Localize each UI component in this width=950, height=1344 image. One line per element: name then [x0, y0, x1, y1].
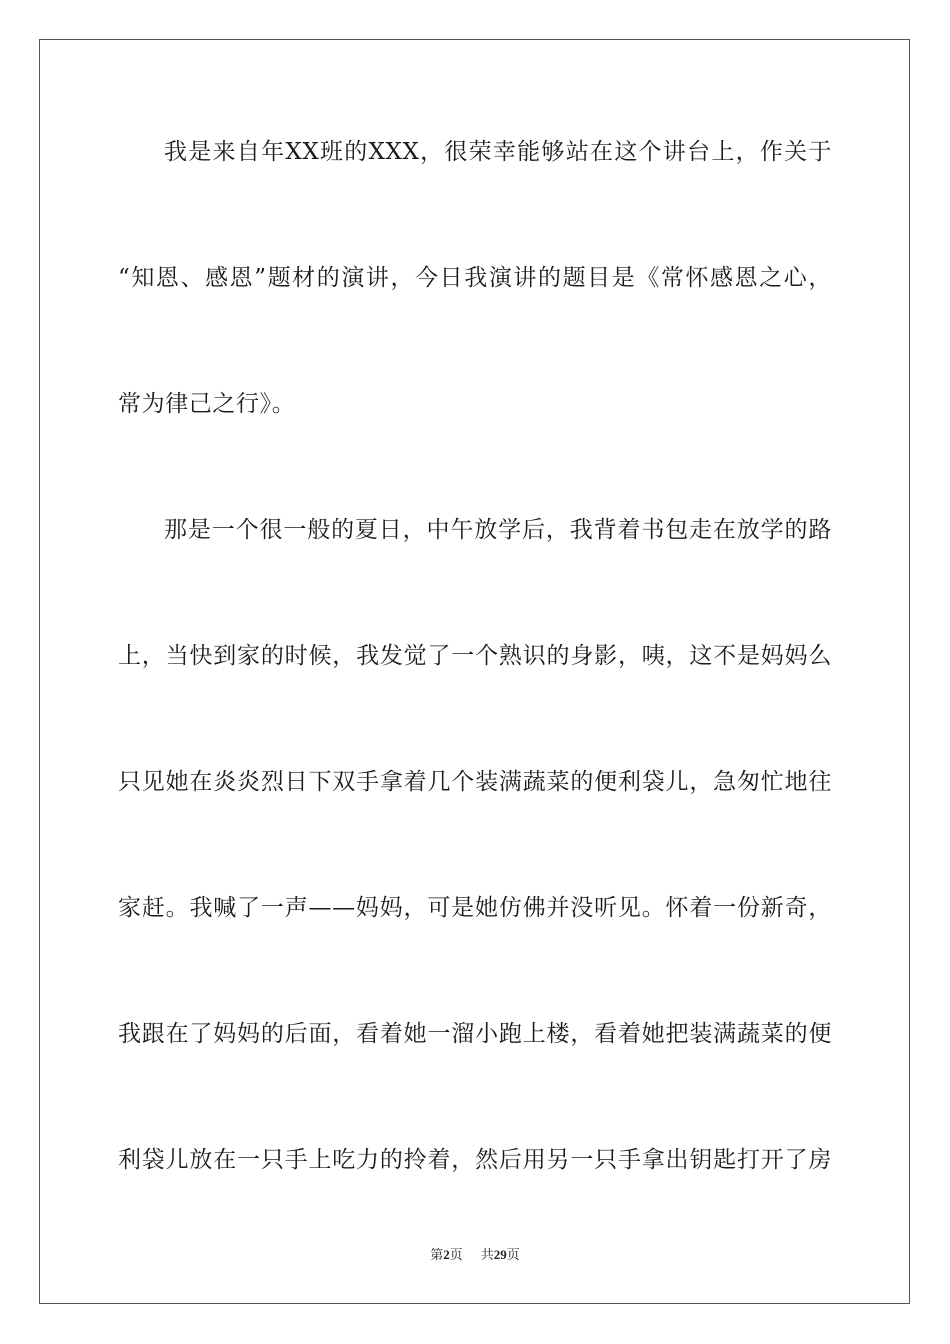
paragraph-2-line-5: 我跟在了妈妈的后面，看着她一溜小跑上楼，看着她把装满蔬菜的便	[118, 1021, 832, 1047]
page-border	[39, 39, 910, 1304]
page-suffix: 页	[449, 1247, 463, 1262]
total-pages: 29	[493, 1247, 507, 1262]
paragraph-2-line-4: 家赶。我喊了一声——妈妈，可是她仿佛并没听见。怀着一份新奇，	[118, 895, 832, 921]
page-prefix: 第	[430, 1247, 444, 1262]
paragraph-1-line-2: “知恩、感恩”题材的演讲，今日我演讲的题目是《常怀感恩之心，	[118, 265, 832, 291]
total-suffix: 页	[506, 1247, 520, 1262]
paragraph-1-line-3: 常为律己之行》。	[118, 391, 296, 417]
paragraph-2-line-3: 只见她在炎炎烈日下双手拿着几个装满蔬菜的便利袋儿，急匆忙地往	[118, 769, 832, 795]
total-prefix: 共	[480, 1247, 494, 1262]
paragraph-2-line-1: 那是一个很一般的夏日，中午放学后，我背着书包走在放学的路	[164, 517, 832, 543]
paragraph-2-line-6: 利袋儿放在一只手上吃力的拎着，然后用另一只手拿出钥匙打开了房	[118, 1147, 832, 1173]
page-number: 2	[443, 1247, 450, 1262]
paragraph-2-line-2: 上，当快到家的时候，我发觉了一个熟识的身影，咦，这不是妈妈么	[118, 643, 832, 669]
paragraph-1-line-1: 我是来自年XX班的XXX，很荣幸能够站在这个讲台上，作关于	[164, 139, 832, 165]
page-footer	[0, 1247, 950, 1263]
